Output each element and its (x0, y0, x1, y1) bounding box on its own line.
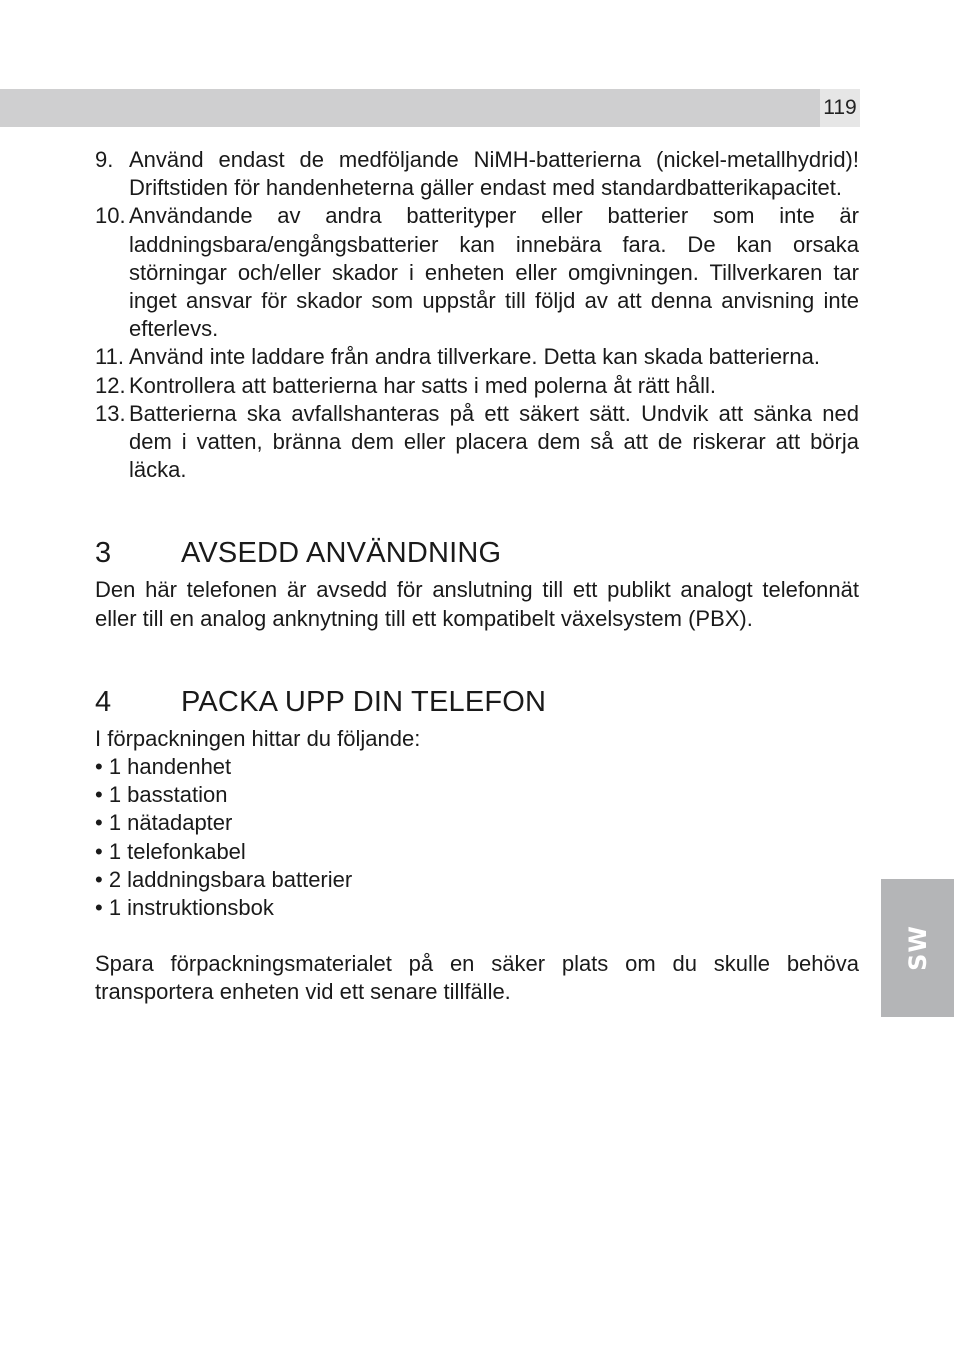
page-number: 119 (823, 96, 857, 119)
section-4-number: 4 (95, 685, 112, 718)
list-item-number: 9. (95, 147, 114, 172)
list-item-text: Batterierna ska avfallshanteras på ett säkert sätt. Undvik att sänka ned dem i vatten, bränna dem eller placera dem så att de riskerar att börja läcka. (129, 400, 859, 483)
list-item (95, 343, 859, 371)
list-item-text: Använd endast de medföljande NiMH-batterierna (nickel-metallhydrid)! Driftstiden för handenheterna gäller endast med standardbatterikapacitet. (129, 147, 859, 201)
list-item-number: 10. (95, 203, 126, 229)
section-3-number: 3 (95, 537, 112, 570)
package-contents-list (95, 753, 859, 922)
list-item-number: 12. (95, 372, 126, 398)
list-item (95, 202, 859, 343)
section-4-closing: Spara förpackningsmaterialet på en säker plats om du skulle behöva transportera enheten vid ett senare tillfälle. (95, 951, 859, 1005)
list-item (95, 146, 859, 202)
list-item: • 1 handenhet (95, 754, 232, 780)
list-item (95, 400, 859, 485)
list-item (95, 372, 859, 400)
list-item: • 1 instruktionsbok (95, 895, 274, 921)
list-item-text: Användande av andra batterityper eller batterier som inte är laddningsbara/engångsbatterier kan innebära fara. De kan orsaka störningar och/eller skador i enheten eller omgivningen. Tillverkaren tar inget ansvar för skador som uppstår till följd av att denna anvisning inte efterlevs. (129, 203, 859, 342)
list-item: • 1 nätadapter (95, 810, 233, 836)
safety-list (95, 146, 859, 484)
language-tab-label: SW (903, 925, 932, 971)
section-3-heading (95, 536, 859, 570)
header-bar (0, 89, 820, 127)
list-item: • 1 basstation (95, 782, 228, 808)
language-tab-label-wrap (881, 879, 954, 1017)
section-3-body: Den här telefonen är avsedd för anslutning till ett publikt analogt telefonnät eller till en analog anknytning till ett kompatibelt växelsystem (PBX). (95, 577, 859, 631)
list-item-text: Kontrollera att batterierna har satts i med polerna åt rätt håll. (129, 372, 716, 398)
section-3-title: AVSEDD ANVÄNDNING (181, 537, 502, 570)
list-item-text: Använd inte laddare från andra tillverkare. Detta kan skada batterierna. (129, 344, 820, 370)
list-item: • 1 telefonkabel (95, 838, 246, 864)
list-item-number: 11. (95, 344, 124, 370)
page-content (95, 146, 859, 1007)
section-4-intro: I förpackningen hittar du följande: (95, 725, 421, 751)
section-4-title: PACKA UPP DIN TELEFON (181, 685, 547, 718)
list-item-number: 13. (95, 400, 126, 426)
section-4-heading (95, 685, 859, 719)
list-item: • 2 laddningsbara batterier (95, 866, 353, 892)
